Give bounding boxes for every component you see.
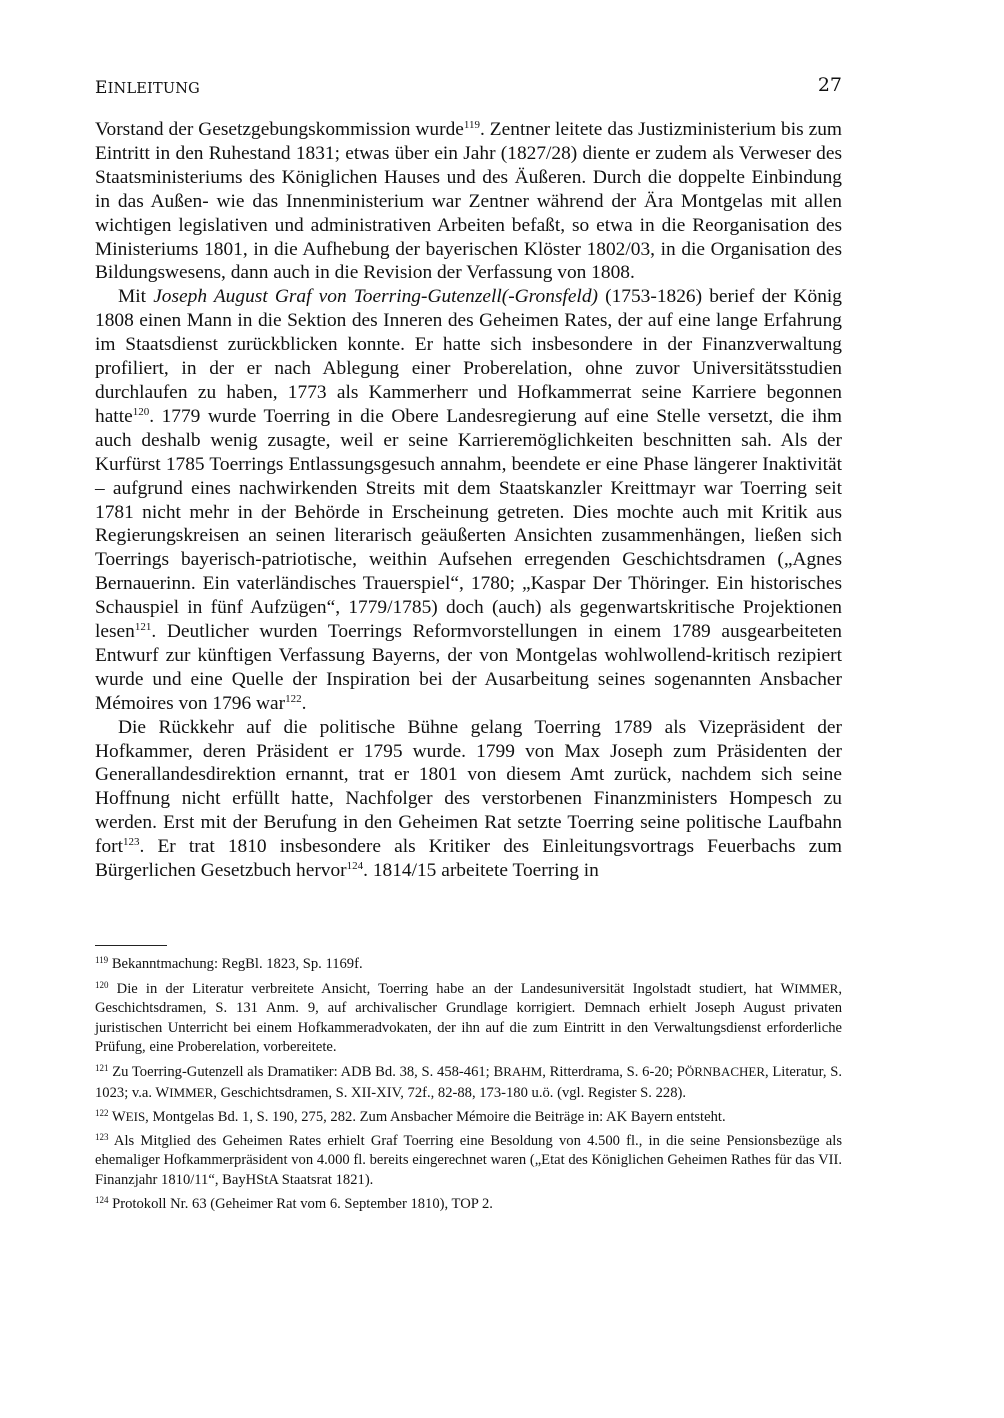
running-head xyxy=(95,78,200,98)
text-run: , Geschichtsdramen, S. XII-XIV, 72f., 82-88, 173-180 u.ö. (vgl. Register S. 228). xyxy=(213,1084,686,1101)
footnote-number: 120 xyxy=(95,979,109,990)
text-run: W xyxy=(780,980,795,997)
text-run: Protokoll Nr. 63 (Geheimer Rat vom 6. September 1810), TOP 2. xyxy=(112,1195,493,1212)
footnote xyxy=(95,1062,842,1103)
text-run: . xyxy=(301,692,307,714)
text-run: (1753-1826) berief der König 1808 einen Mann in die Sektion des Inneren des Geheimen Rates, der auf eine lange Erfahrung im Staatsdienst zurückblicken konnte. Er hatte sich insbesondere in der Finanzverwaltung profiliert, in der er nach Ablegung einer Proberelation, ohne zuvor Universitätsstudien durchlaufen zu haben, 1773 als Kammerherr und Hofkammerrat seine Karriere begonnen hatte xyxy=(95,286,842,427)
text-run: IMMER xyxy=(169,1084,214,1100)
text-run: ÖRNBACHER xyxy=(684,1063,766,1079)
page-number: 27 xyxy=(817,74,842,96)
footnote xyxy=(95,955,842,975)
footnote-number: 119 xyxy=(95,955,109,965)
footnote-number: 123 xyxy=(95,1131,109,1142)
text-run: , Geschichtsdramen, S. 131 Anm. 9, auf archivalischer Grundlage korrigiert. Demnach erhielt Joseph August privaten juristischen Unterricht bei einem Hofkammeradvokaten, der ihn auf die zum Eintritt in den Verwaltungsdienst erforderliche Prüfung, eine Proberelation, vorbereitete. xyxy=(95,980,842,1056)
footnote-reference: 120 xyxy=(132,405,150,418)
emphasis-text: Joseph August Graf von Toerring-Gutenzell(-Gronsfeld) xyxy=(153,286,598,308)
text-run: B xyxy=(493,1063,504,1080)
text-run: Zu Toerring-Gutenzell als Dramatiker: ADB Bd. 38, S. 458-461; xyxy=(112,1063,494,1080)
footnote-reference: 124 xyxy=(346,860,364,873)
text-run: Vorstand der Gesetzgebungskommission wurde xyxy=(95,119,464,140)
body-text xyxy=(95,118,842,883)
text-run: RAHM xyxy=(503,1063,543,1079)
text-run: Die Rückkehr auf die politische Bühne gelang Toerring 1789 als Vizepräsident der Hofkammer, deren Präsident er 1795 wurde. 1799 von Max Joseph zum Präsidenten der Generallandesdirektion ernannt, trat er 1801 von diesem Amt zurück, nachdem sich seine Hoffnung nicht erfüllt hatte, Nachfolger des verstorbenen Finanzministers Hompesch zu werden. Erst mit der Berufung in den Geheimen Rat setzte Toerring seine politische Laufbahn fort xyxy=(95,716,842,858)
text-run: . Zentner leitete das Justizministerium bis zum Eintritt in den Ruhestand 1831; etwas über ein Jahr (1827/28) diente er zudem als Verweser des Staatsministeriums des Königlichen Hauses und des Äußeren. Durch die doppelte Einbindung in das Außen- wie das Innenministerium war Zentner während der Ära Montgelas mit allen wichtigen legislativen und administrativen Arbeiten befaßt, so etwa in die Reorganisation des Ministeriums 1801, in die Aufhebung der bayerischen Klöster 1802/03, in die Organisation des Bildungswesens, dann auch in die Revision der Verfassung von 1808. xyxy=(95,119,843,284)
text-run: P xyxy=(676,1063,685,1080)
footnote xyxy=(95,1107,842,1128)
footnote-reference: 121 xyxy=(134,621,152,634)
body-paragraph xyxy=(95,716,842,883)
running-head-initial: E xyxy=(95,78,108,98)
footnote-reference: 119 xyxy=(463,119,480,131)
text-run: , Ritterdrama, S. 6-20; xyxy=(542,1063,677,1080)
text-run: Mit xyxy=(118,286,154,308)
footnotes xyxy=(95,955,842,1218)
text-run: . 1814/15 arbeitete Toerring in xyxy=(363,860,599,882)
page-header xyxy=(95,74,842,100)
footnote-reference: 122 xyxy=(285,692,302,705)
body-paragraph xyxy=(95,285,842,715)
text-run: Bekanntmachung: RegBl. 1823, Sp. 1169f. xyxy=(111,956,363,972)
running-head-rest: INLEITUNG xyxy=(107,81,200,97)
text-run: . Deutlicher wurden Toerrings Reformvorstellungen in einem 1789 ausgearbeiteten Entwurf zur künftigen Verfassung Bayerns, der von Montgelas wohlwollend-kritisch rezipiert wurde und eine Quelle der Inspiration bei der Ausarbeitung seines sogenannten Ansbacher Mémoires von 1796 war xyxy=(95,621,842,714)
text-run: W xyxy=(111,1109,126,1126)
text-run: EIS xyxy=(125,1109,146,1125)
text-run: IMMER xyxy=(794,980,839,996)
footnote-number: 124 xyxy=(95,1194,109,1205)
footnote xyxy=(95,1195,842,1215)
footnote-number: 122 xyxy=(95,1108,109,1119)
text-run: , Montgelas Bd. 1, S. 190, 275, 282. Zum Ansbacher Mémoire die Beiträge in: AK Bayern entsteht. xyxy=(145,1109,726,1126)
text-run: W xyxy=(155,1084,170,1101)
footnote-separator xyxy=(95,945,167,946)
text-run: , Literatur, S. 1023; v.a. xyxy=(95,1063,842,1101)
footnote xyxy=(95,1132,842,1191)
text-run: . Er trat 1810 insbesondere als Kritiker des Einleitungsvortrags Feuerbachs zum Bürgerlichen Gesetzbuch hervor xyxy=(95,836,842,882)
footnote xyxy=(95,979,842,1058)
footnote-reference: 123 xyxy=(123,836,140,849)
footnote-number: 121 xyxy=(95,1062,109,1073)
text-run: . 1779 wurde Toerring in die Obere Landesregierung auf eine Stelle versetzt, die ihm auch deshalb wenig zusagte, weil er seine Karrieremöglichkeiten beschnitten sah. Als der Kurfürst 1785 Toerrings Entlassungsgesuch annahm, beendete er eine Phase längerer Inaktivität – aufgrund eines nachwirkenden Streits mit dem Staatskanzler Kreittmayr war Toerring seit 1781 nicht mehr in der Behörde in Erscheinung getreten. Dies mochte auch mit Kritik aus Regierungskreisen an seinen literarisch geäußerten Ansichten zusammenhängen, ließen sich Toerrings bayerisch-patriotische, weithin Aufsehen erregenden Geschichtsdramen („Agnes Bernauerinn. Ein vaterländisches Trauerspiel“, 1780; „Kaspar Der Thöringer. Ein historisches Schauspiel in fünf Aufzügen“, 1779/1785) doch (auch) als gegenwartskritische Projektionen lesen xyxy=(95,405,842,643)
body-paragraph xyxy=(95,118,842,285)
text-run: Die in der Literatur verbreitete Ansicht, Toerring habe an der Landesuniversität Ingolstadt studiert, hat xyxy=(116,980,781,997)
text-run: Als Mitglied des Geheimen Rates erhielt Graf Toerring eine Besoldung von 4.500 fl., in die seine Pensionsbezüge als ehemaliger Hofkammerpräsident von 4.000 fl. bereits eingerechnet waren („Etat des Königlichen Geheimen Rathes für das VII. Finanzjahr 1810/11“, BayHStA Staatsrat 1821). xyxy=(95,1132,843,1188)
